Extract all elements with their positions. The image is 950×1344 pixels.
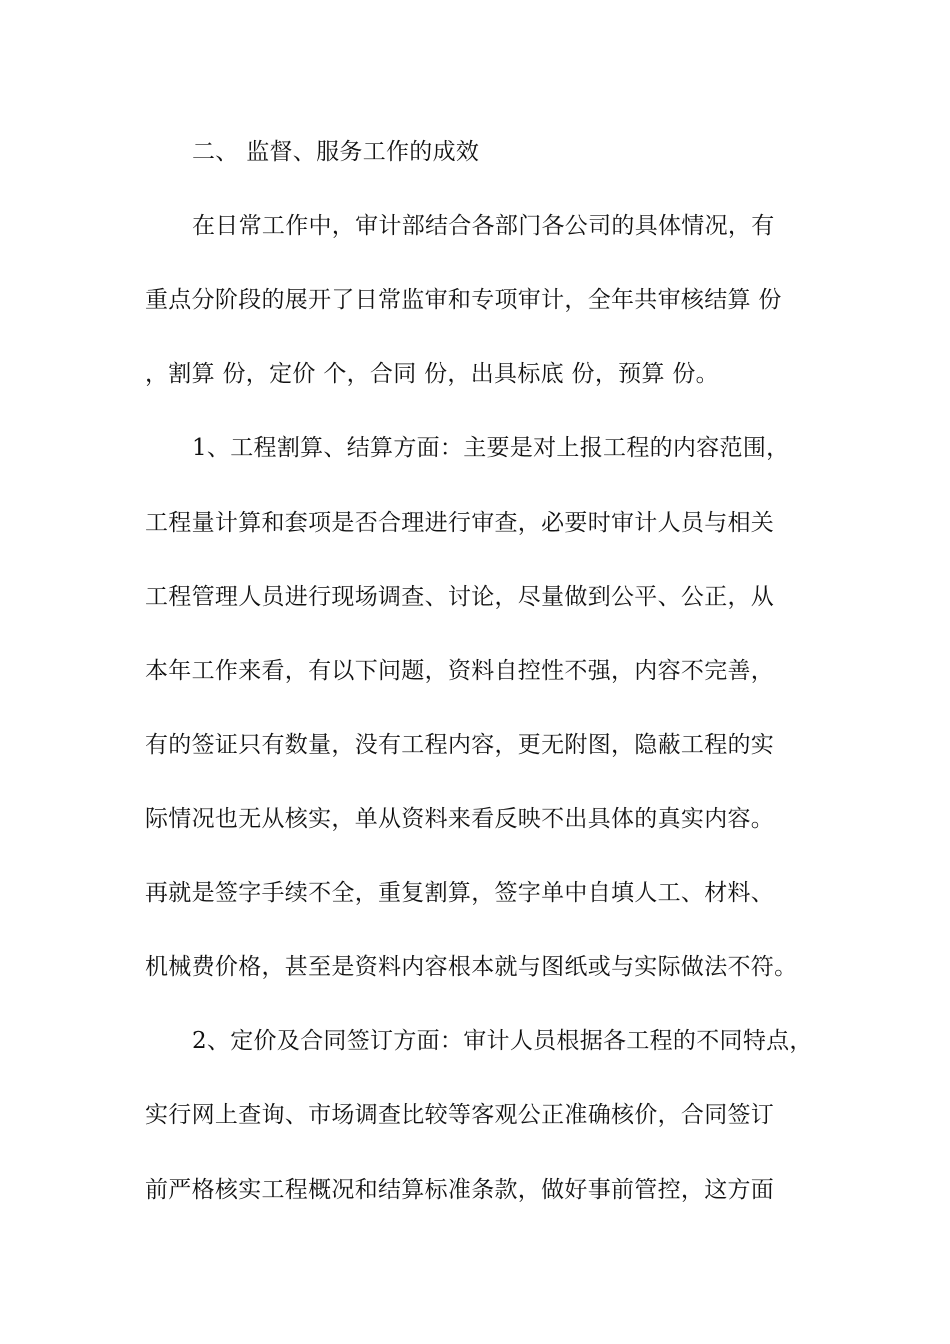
- paragraph-line: ，割算 份，定价 个，合同 份，出具标底 份，预算 份。: [145, 361, 719, 387]
- paragraph-line: 在日常工作中，审计部结合各部门各公司的具体情况，有: [192, 213, 775, 239]
- paragraph-line: 1、工程割算、结算方面：主要是对上报工程的内容范围，: [192, 435, 790, 461]
- paragraph-line: 2、定价及合同签订方面：审计人员根据各工程的不同特点，: [192, 1028, 813, 1054]
- paragraph-line: 有的签证只有数量，没有工程内容，更无附图，隐蔽工程的实: [145, 732, 775, 758]
- paragraph-line: 重点分阶段的展开了日常监审和专项审计，全年共审核结算 份: [145, 287, 782, 313]
- paragraph-line: 本年工作来看，有以下问题，资料自控性不强，内容不完善，: [145, 658, 775, 684]
- paragraph-line: 实行网上查询、市场调查比较等客观公正准确核价，合同签订: [145, 1102, 775, 1128]
- paragraph-line: 机械费价格，甚至是资料内容根本就与图纸或与实际做法不符。: [145, 954, 798, 980]
- paragraph-line: 工程量计算和套项是否合理进行审查，必要时审计人员与相关: [145, 510, 775, 536]
- section-heading: 二、 监督、服务工作的成效: [192, 139, 480, 165]
- paragraph-line: 工程管理人员进行现场调查、讨论，尽量做到公平、公正，从: [145, 584, 775, 610]
- paragraph-line: 前严格核实工程概况和结算标准条款，做好事前管控，这方面: [145, 1177, 775, 1203]
- paragraph-line: 际情况也无从核实，单从资料来看反映不出具体的真实内容。: [145, 806, 775, 832]
- paragraph-line: 再就是签字手续不全，重复割算，签字单中自填人工、材料、: [145, 880, 775, 906]
